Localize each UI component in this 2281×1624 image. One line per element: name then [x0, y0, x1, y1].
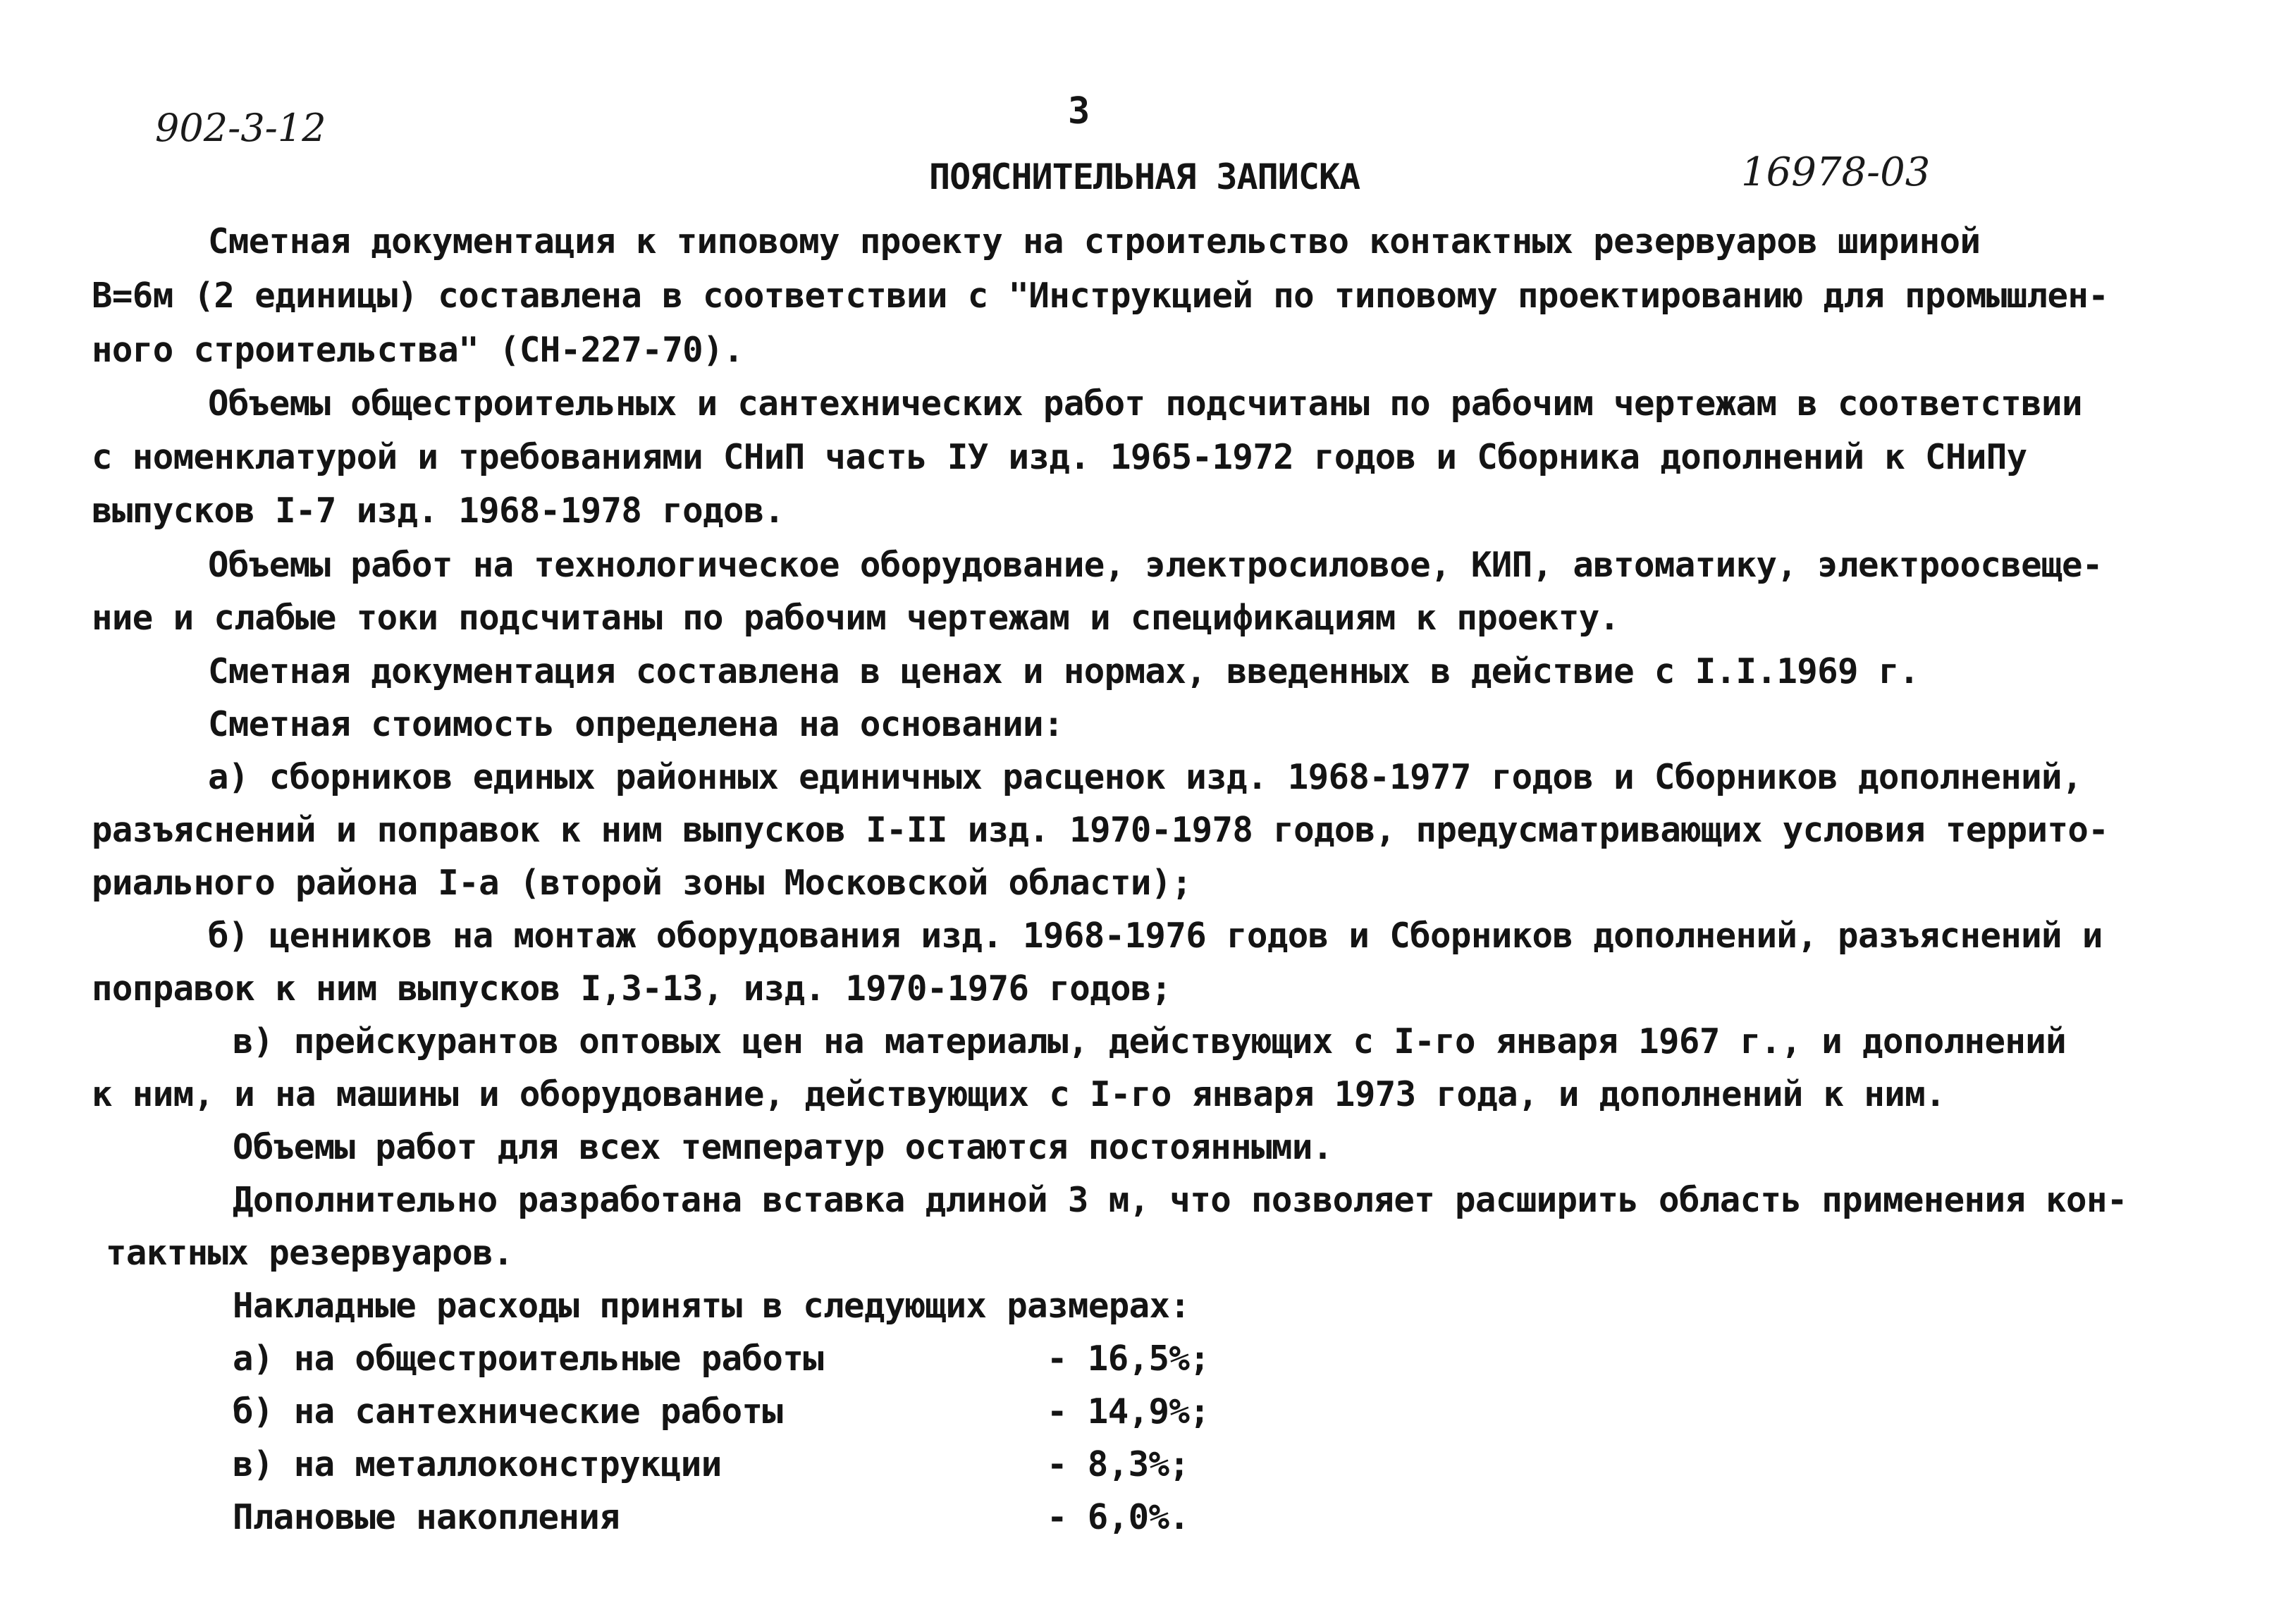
rate-value: - 6,0%. — [1047, 1497, 1190, 1537]
body-line: ние и слабые токи подсчитаны по рабочим чертежам и спецификациям к проекту. — [92, 598, 1620, 638]
body-line: Объемы работ для всех температур остаются постоянными. — [233, 1127, 1333, 1167]
body-line: с номенклатурой и требованиями СНиП часть IУ изд. 1965-1972 годов и Сборника дополнений к СНиПу — [92, 437, 2027, 477]
document-title: ПОЯСНИТЕЛЬНАЯ ЗАПИСКА — [929, 156, 1360, 197]
body-line: а) сборников единых районных единичных расценок изд. 1968-1977 годов и Сборников дополнений, — [208, 757, 2082, 797]
rate-label: в) на металлоконструкции — [233, 1444, 722, 1484]
body-line: В=6м (2 единицы) составлена в соответствии с "Инструкцией по типовому проектированию для промышлен- — [92, 276, 2109, 316]
body-line: риального района I-а (второй зоны Московской области); — [92, 863, 1192, 903]
rate-label: б) на сантехнические работы — [233, 1391, 783, 1432]
body-line: в) прейскурантов оптовых цен на материалы, действующих с I-го января 1967 г., и дополнений — [233, 1021, 2067, 1062]
rate-label: Плановые накопления — [233, 1497, 620, 1537]
body-line: Объемы общестроительных и сантехнических работ подсчитаны по рабочим чертежам в соответствии — [208, 383, 2082, 424]
body-line: Сметная стоимость определена на основании: — [208, 704, 1064, 744]
body-line: к ним, и на машины и оборудование, действующих с I-го января 1973 года, и дополнений к ним. — [92, 1074, 1945, 1114]
sheet-code: 16978-03 — [1741, 149, 1931, 195]
body-line: Сметная документация составлена в ценах и нормах, введенных в действие с I.I.1969 г. — [208, 651, 1919, 691]
body-line: выпусков I-7 изд. 1968-1978 годов. — [92, 491, 785, 531]
rate-value: - 16,5%; — [1047, 1339, 1210, 1379]
body-line: Накладные расходы приняты в следующих размерах: — [233, 1286, 1191, 1326]
rate-value: - 8,3%; — [1047, 1444, 1190, 1484]
body-line: Объемы работ на технологическое оборудование, электросиловое, КИП, автоматику, электроосвеще- — [208, 545, 2103, 585]
body-line: б) ценников на монтаж оборудования изд. 1968-1976 годов и Сборников дополнений, разъяснений и — [208, 916, 2103, 956]
body-line: Сметная документация к типовому проекту на строительство контактных резервуаров шириной — [208, 221, 1981, 262]
rate-label: а) на общестроительные работы — [233, 1339, 824, 1379]
rate-value: - 14,9%; — [1047, 1391, 1210, 1432]
page-number: 3 — [1068, 90, 1090, 133]
body-line: поправок к ним выпусков I,3-13, изд. 1970-1976 годов; — [92, 968, 1172, 1009]
body-line: ного строительства" (СН-227-70). — [92, 330, 744, 370]
body-line: разъяснений и поправок к ним выпусков I-II изд. 1970-1978 годов, предусматривающих условия террито- — [92, 810, 2109, 850]
document-code: 902-3-12 — [155, 106, 326, 150]
body-line: Дополнительно разработана вставка длиной 3 м, что позволяет расширить область применения кон- — [233, 1180, 2127, 1220]
body-line: тактных резервуаров. — [106, 1233, 514, 1273]
